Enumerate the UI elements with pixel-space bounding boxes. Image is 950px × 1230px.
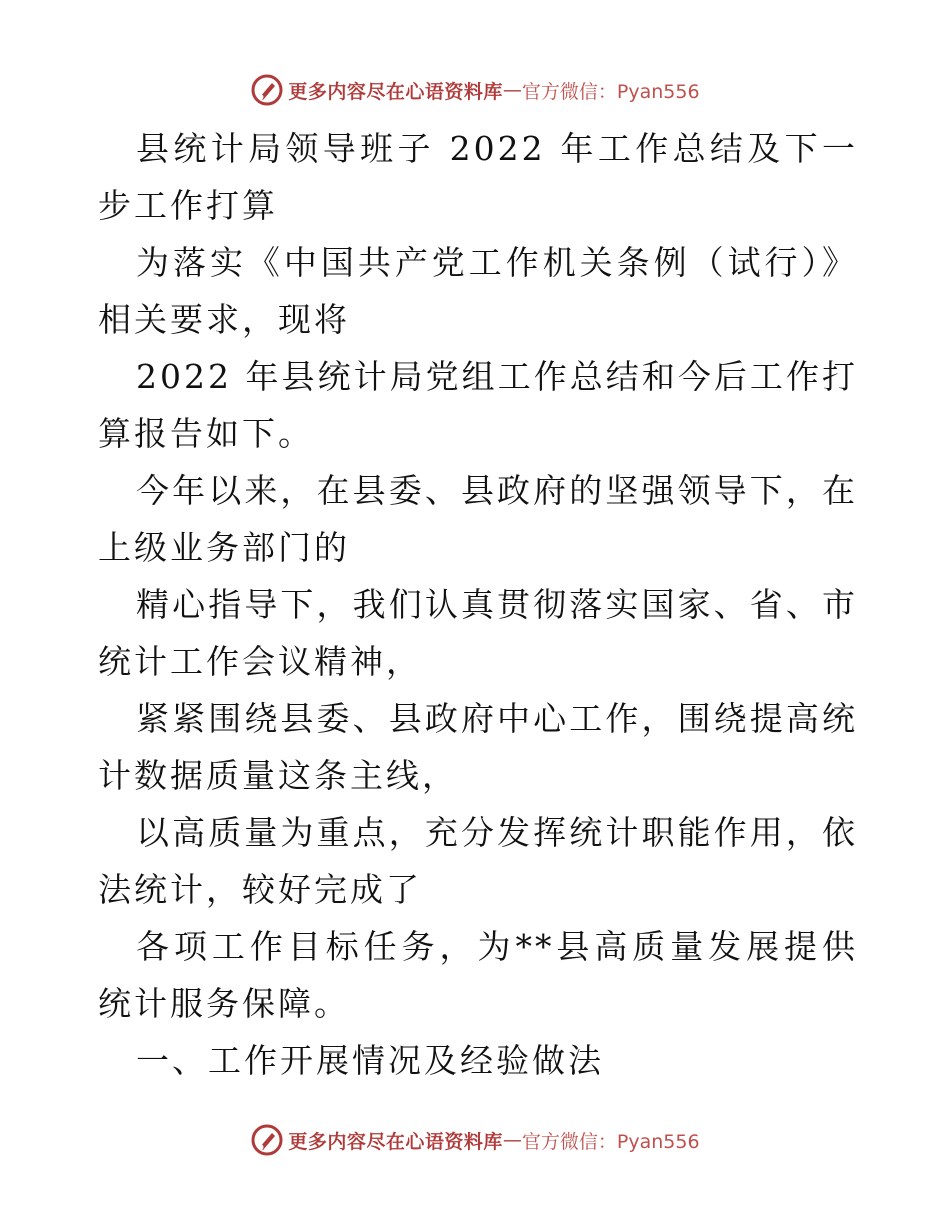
watermark-text: 更多内容尽在心语资料库 — [288, 1130, 503, 1153]
watermark-wechat: 官方微信：Pyan556 — [521, 80, 700, 103]
paragraph: 各项工作目标任务，为**县高质量发展提供统计服务保障。 — [98, 927, 858, 1023]
paragraph: 今年以来，在县委、县政府的坚强领导下，在上级业务部门的 — [98, 471, 858, 567]
document-title: 县统计局领导班子 2022 年工作总结及下一步工作打算 — [98, 129, 858, 225]
document-body — [98, 120, 858, 1089]
footer-watermark-banner — [0, 1120, 950, 1160]
paragraph: 精心指导下，我们认真贯彻落实国家、省、市统计工作会议精神， — [98, 585, 858, 681]
watermark-text: 更多内容尽在心语资料库 — [288, 80, 503, 103]
pen-nib-logo-icon — [250, 73, 284, 107]
section-heading: 一、工作开展情况及经验做法 — [136, 1041, 604, 1080]
header-watermark-banner — [0, 70, 950, 110]
watermark-wechat: 官方微信：Pyan556 — [521, 1130, 700, 1153]
watermark-separator: — — [502, 79, 522, 101]
pen-nib-logo-icon — [250, 1123, 284, 1157]
watermark-separator: — — [502, 1129, 522, 1151]
paragraph: 紧紧围绕县委、县政府中心工作，围绕提高统计数据质量这条主线， — [98, 699, 858, 795]
paragraph: 以高质量为重点，充分发挥统计职能作用，依法统计，较好完成了 — [98, 813, 858, 909]
paragraph: 为落实《中国共产党工作机关条例（试行）》相关要求，现将 — [98, 243, 858, 339]
paragraph: 2022 年县统计局党组工作总结和今后工作打算报告如下。 — [98, 357, 858, 453]
